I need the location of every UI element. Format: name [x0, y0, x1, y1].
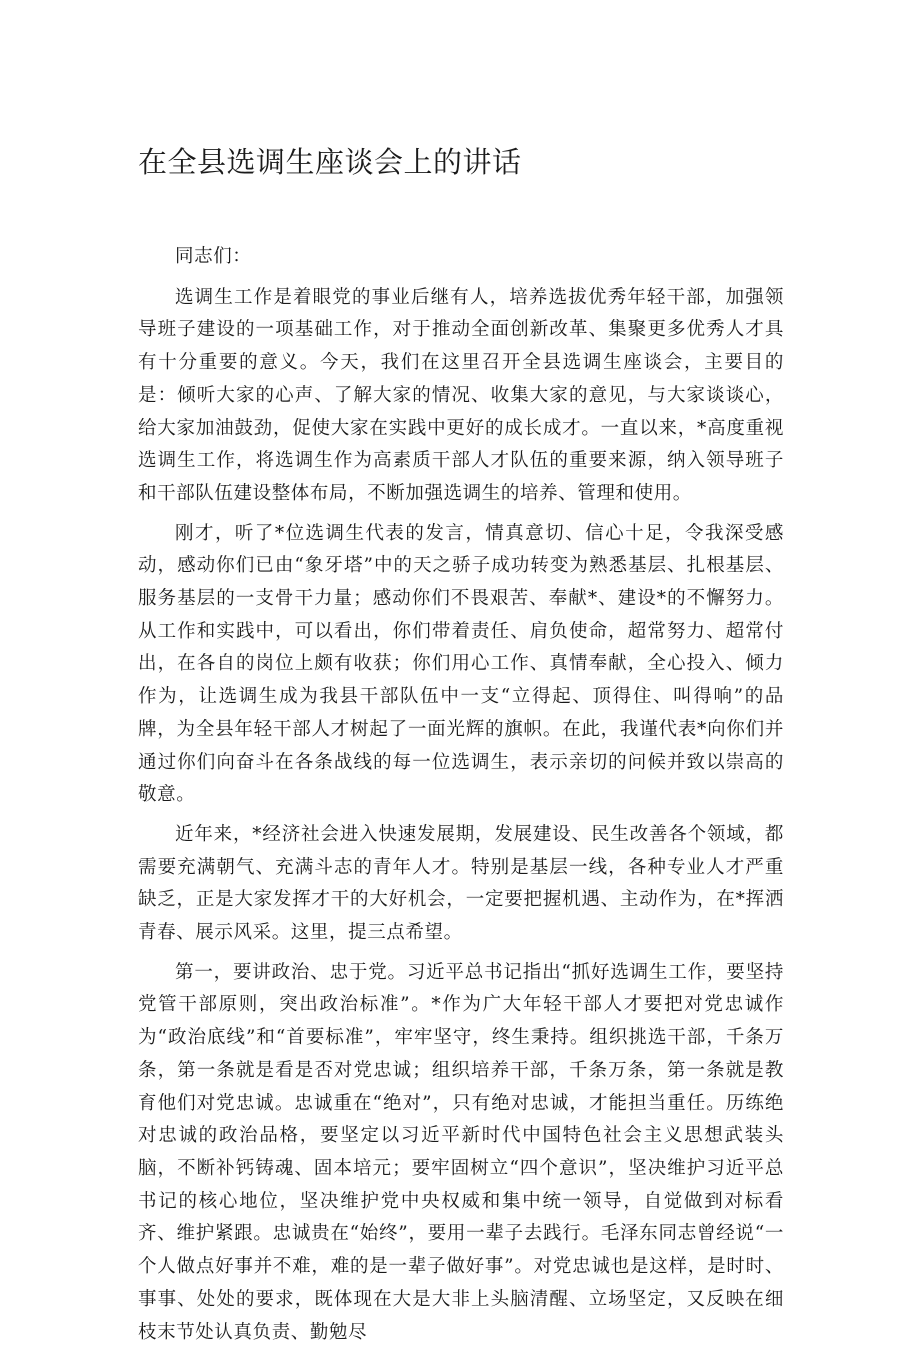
- paragraph-appreciation: 刚才，听了*位选调生代表的发言，情真意切、信心十足，令我深受感动，感动你们已由“象牙塔”中的天之骄子成功转变为熟悉基层、扎根基层、服务基层的一支骨干力量；感动你们不畏艰苦、奉献*、建设*的不懈努力。从工作和实践中，可以看出，你们带着责任、肩负使命，超常努力、超常付出，在各自的岗位上颇有收获；你们用心工作、真情奉献，全心投入、倾力作为，让选调生成为我县干部队伍中一支“立得起、顶得住、叫得响”的品牌，为全县年轻干部人才树起了一面光辉的旗帜。在此，我谨代表*向你们并通过你们向奋斗在各条战线的每一位选调生，表示亲切的问候并致以崇高的敬意。: [138, 522, 784, 806]
- paragraph-intro: 选调生工作是着眼党的事业后继有人，培养选拔优秀年轻干部，加强领导班子建设的一项基础工作，对于推动全面创新改革、集聚更多优秀人才具有十分重要的意义。今天，我们在这里召开全县选调生座谈会，主要目的是：倾听大家的心声、了解大家的情况、收集大家的意见，与大家谈谈心，给大家加油鼓劲，促使大家在实践中更好的成长成才。一直以来，*高度重视选调生工作，将选调生作为高素质干部人才队伍的重要来源，纳入领导班子和干部队伍建设整体布局，不断加强选调生的培养、管理和使用。: [138, 286, 784, 504]
- document-body: [138, 241, 784, 1356]
- greeting: 同志们：: [175, 246, 252, 267]
- paragraph-context: 近年来，*经济社会进入快速发展期，发展建设、民生改善各个领域，都需要充满朝气、充满斗志的青年人才。特别是基层一线，各种专业人才严重缺乏，正是大家发挥才干的大好机会，一定要把握机遇、主动作为，在*挥洒青春、展示风采。这里，提三点希望。: [138, 823, 784, 944]
- document-title: 在全县选调生座谈会上的讲话: [138, 145, 522, 179]
- paragraph-point-one: 第一，要讲政治、忠于党。习近平总书记指出“抓好选调生工作，要坚持党管干部原则，突出政治标准”。*作为广大年轻干部人才要把对党忠诚作为“政治底线”和“首要标准”，牢牢坚守，终生秉持。组织挑选干部，千条万条，第一条就是看是否对党忠诚；组织培养干部，千条万条，第一条就是教育他们对党忠诚。忠诚重在“绝对”，只有绝对忠诚，才能担当重任。历练绝对忠诚的政治品格，要坚定以习近平新时代中国特色社会主义思想武装头脑，不断补钙铸魂、固本培元；要牢固树立“四个意识”，坚决维护习近平总书记的核心地位，坚决维护党中央权威和集中统一领导，自觉做到对标看齐、维护紧跟。忠诚贵在“始终”，要用一辈子去践行。毛泽东同志曾经说“一个人做点好事并不难，难的是一辈子做好事”。对党忠诚也是这样，是时时、事事、处处的要求，既体现在大是大非上头脑清醒、立场坚定，又反映在细枝末节处认真负责、勤勉尽: [138, 961, 784, 1343]
